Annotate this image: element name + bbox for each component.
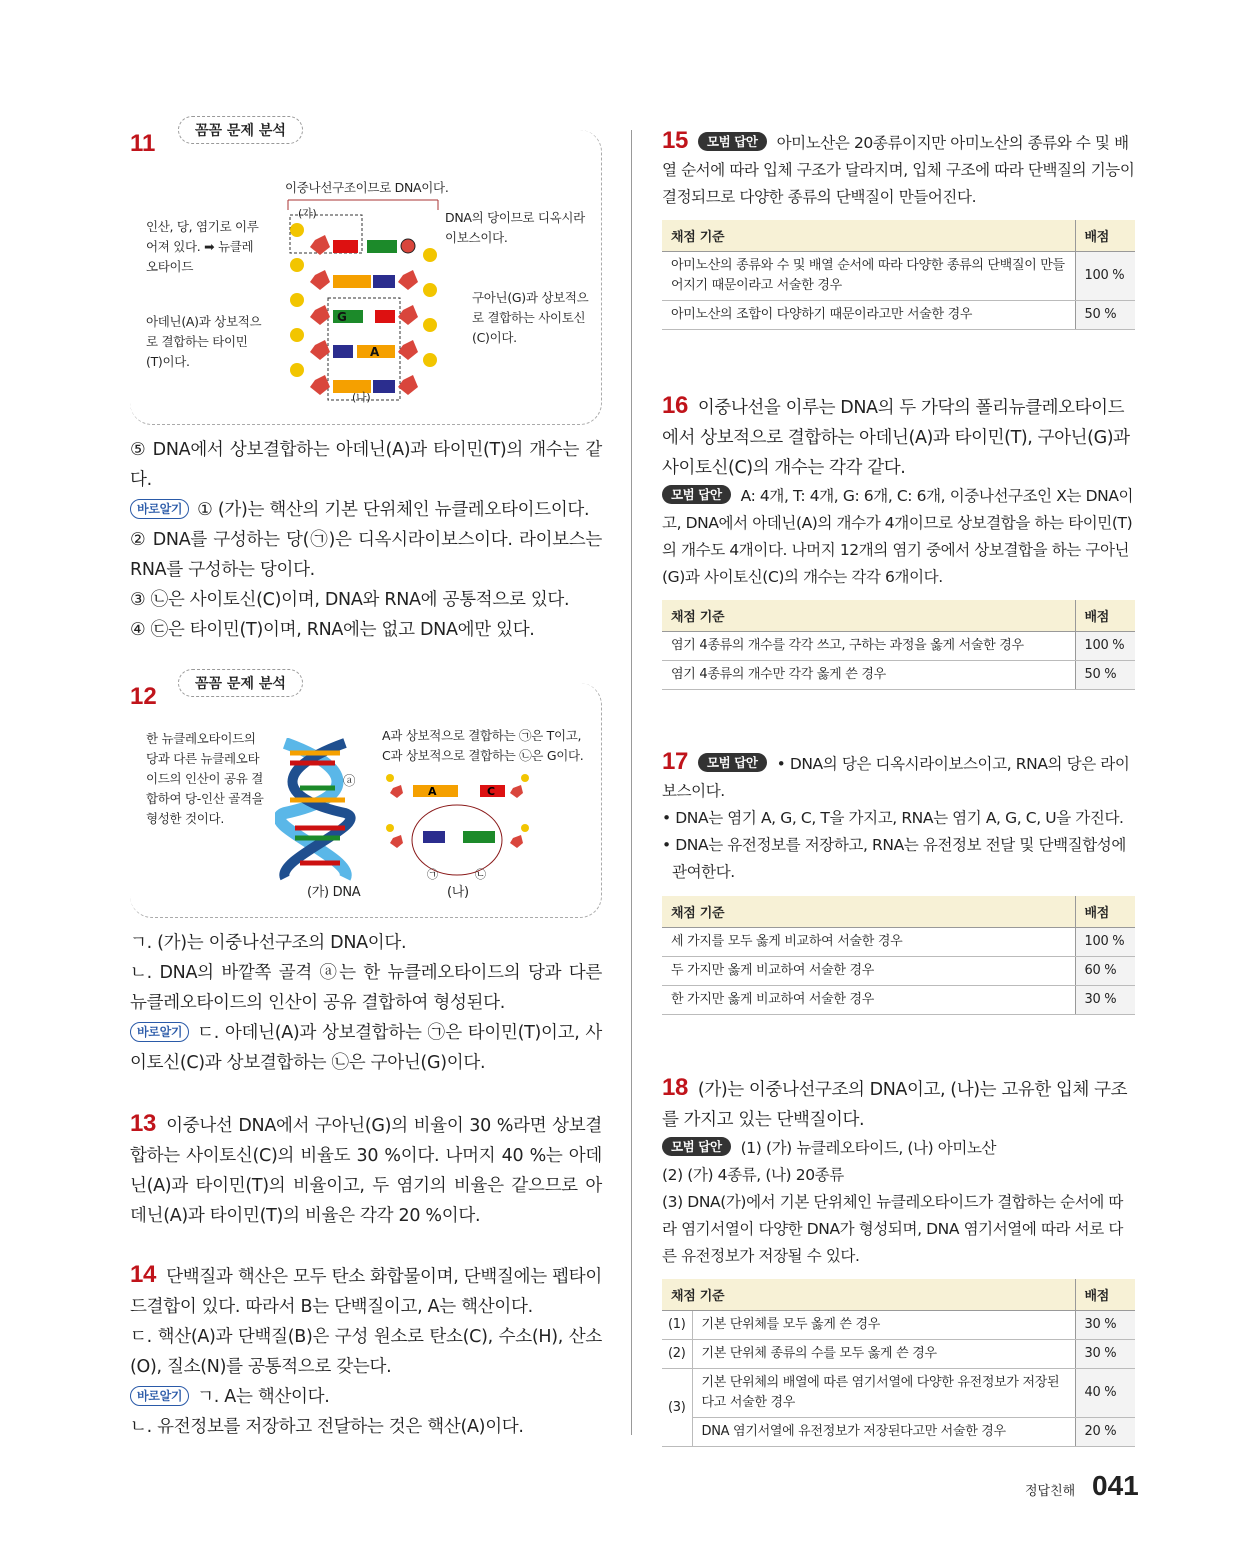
score: 30 % — [1075, 986, 1135, 1015]
table-row — [662, 986, 1135, 1015]
col-criteria: 채점 기준 — [662, 600, 1075, 632]
q11-analysis-box — [130, 123, 602, 425]
q16-number: 16 — [662, 392, 688, 419]
q11-right-label-2: 구아닌(G)과 상보적으로 결합하는 사이토신(C)이다. — [472, 290, 589, 345]
q12-explanation — [130, 928, 602, 1078]
q16 — [662, 391, 1135, 591]
model-answer-badge: 모범 답안 — [698, 753, 767, 772]
q12-left-label: 한 뉴클레오타이드의 당과 다른 뉴클레오타이드의 인산이 공유 결합하여 당-인산 골격을 형성한 것이다. — [146, 731, 264, 826]
col-score: 배점 — [1075, 220, 1135, 252]
table-row — [662, 1340, 1135, 1369]
model-answer-badge: 모범 답안 — [662, 485, 731, 504]
score: 30 % — [1075, 1340, 1135, 1369]
q12-mark-2: ㉡ — [475, 868, 486, 881]
q14-text: 단백질과 핵산은 모두 탄소 화합물이며, 단백질에는 펩타이드결합이 있다. 따라서 B는 단백질이고, A는 핵산이다. — [130, 1267, 602, 1317]
score: 50 % — [1075, 661, 1135, 690]
q12-line-1: ㄱ. (가)는 이중나선구조의 DNA이다. — [130, 933, 407, 953]
q11-top-label: 이중나선구조이므로 DNA이다. — [285, 180, 449, 195]
q12-caption-na: (나) — [447, 885, 469, 900]
q17-scoring-table — [662, 896, 1135, 1015]
q15 — [662, 127, 1135, 211]
col-criteria: 채점 기준 — [662, 896, 1075, 928]
svg-text:A: A — [428, 785, 437, 798]
q11-number: 11 — [130, 130, 156, 157]
correction-badge: 바로알기 — [130, 1022, 189, 1042]
criteria: 기본 단위체의 배열에 따른 염기서열에 다양한 유전정보가 저장된다고 서술한 경우 — [692, 1369, 1075, 1418]
item: (3) — [662, 1369, 692, 1447]
table-row — [662, 1418, 1135, 1447]
table-row — [662, 1311, 1135, 1340]
col-criteria: 채점 기준 — [662, 220, 1075, 252]
item: (2) — [662, 1340, 692, 1369]
col-score: 배점 — [1075, 600, 1135, 632]
q11-analysis-tag: 꼼꼼 문제 분석 — [178, 116, 303, 144]
q11-dna-diagram — [285, 195, 455, 405]
svg-text:C: C — [487, 785, 496, 798]
svg-text:G: G — [337, 310, 347, 324]
col-criteria: 채점 기준 — [662, 1279, 1075, 1311]
score: 100 % — [1075, 252, 1135, 301]
q14-line-2: ㄷ. 핵산(A)과 단백질(B)은 구성 원소로 탄소(C), 수소(H), 산소(O), 질소(N)를 공통적으로 갖는다. — [130, 1327, 602, 1377]
q16-text: 이중나선을 이루는 DNA의 두 가닥의 폴리뉴클레오타이드에서 상보적으로 결합하는 아데닌(A)과 타이민(T), 구아닌(G)과 사이토신(C)의 개수는 각각 같다. — [662, 398, 1130, 478]
score: 100 % — [1075, 928, 1135, 957]
col-score: 배점 — [1075, 896, 1135, 928]
table-row — [662, 661, 1135, 690]
criteria: 염기 4종류의 개수만 각각 옳게 쓴 경우 — [662, 661, 1075, 690]
page-number: 041 — [1092, 1470, 1139, 1501]
criteria: 기본 단위체를 모두 옳게 쓴 경우 — [692, 1311, 1075, 1340]
model-answer-badge: 모범 답안 — [698, 132, 767, 151]
q11-left-label-1: 인산, 당, 염기로 이루어져 있다. ➡ 뉴클레오타이드 — [146, 219, 259, 274]
column-divider — [631, 130, 632, 1435]
q11-line: ⑤ DNA에서 상보결합하는 아데닌(A)과 타이민(T)의 개수는 같다. — [130, 440, 602, 490]
criteria: 염기 4종류의 개수를 각각 쓰고, 구하는 과정을 옳게 서술한 경우 — [662, 632, 1075, 661]
correction-badge: 바로알기 — [130, 499, 189, 519]
q12-mark-1: ㉠ — [427, 868, 438, 881]
q11-correction-1: ① (가)는 핵산의 기본 단위체인 뉴클레오타이드이다. — [197, 500, 590, 520]
q12-analysis-tag: 꼼꼼 문제 분석 — [178, 669, 303, 697]
col-score: 배점 — [1075, 1279, 1135, 1311]
q14-line-3: ㄴ. 유전정보를 저장하고 전달하는 것은 핵산(A)이다. — [130, 1417, 524, 1437]
q18-number: 18 — [662, 1074, 688, 1101]
footer-section: 정답친해 — [1025, 1484, 1076, 1499]
q17-number: 17 — [662, 748, 688, 775]
q18 — [662, 1073, 1135, 1270]
q11-explanation — [130, 435, 602, 645]
criteria: 두 가지만 옳게 비교하여 서술한 경우 — [662, 957, 1075, 986]
q11-correction-3: ③ ㉡은 사이토신(C)이며, DNA와 RNA에 공통적으로 있다. — [130, 590, 570, 610]
q11-label-ga: (가) — [298, 207, 317, 220]
q18-text: (가)는 이중나선구조의 DNA이고, (나)는 고유한 입체 구조를 가지고 있는 단백질이다. — [662, 1080, 1128, 1130]
nucleotide-rungs — [290, 223, 437, 395]
q17 — [662, 748, 1135, 886]
q11-right-label-1: DNA의 당이므로 디옥시라이보스이다. — [445, 210, 585, 245]
model-answer-badge: 모범 답안 — [662, 1137, 731, 1156]
q16-scoring-table — [662, 600, 1135, 690]
table-row — [662, 1369, 1135, 1418]
correction-badge: 바로알기 — [130, 1386, 189, 1406]
q14 — [130, 1260, 602, 1442]
q12-line-2: ㄴ. DNA의 바깥쪽 골격 ⓐ는 한 뉴클레오타이드의 당과 다른 뉴클레오타이드의 인산이 공유 결합하여 형성된다. — [130, 963, 602, 1013]
svg-text:A: A — [370, 345, 380, 359]
q11-correction-2: ② DNA를 구성하는 당(㉠)은 디옥시라이보스이다. 라이보스는 RNA를 구성하는 당이다. — [130, 530, 602, 580]
q18-answer-1: (1) (가) 뉴클레오타이드, (나) 아미노산 — [740, 1139, 997, 1157]
table-row — [662, 928, 1135, 957]
q12-caption-ga: (가) DNA — [307, 885, 361, 900]
q14-number: 14 — [130, 1261, 157, 1288]
q12-right-label: A과 상보적으로 결합하는 ㉠은 T이고, C과 상보적으로 결합하는 ㉡은 G이다. — [382, 728, 584, 763]
q18-answer-2: (2) (가) 4종류, (나) 20종류 — [662, 1166, 844, 1184]
q11-label-na: (나) — [352, 391, 371, 404]
score: 30 % — [1075, 1311, 1135, 1340]
q16-answer: A: 4개, T: 4개, G: 6개, C: 6개, 이중나선구조인 X는 DNA이고, DNA에서 아데닌(A)의 개수가 4개이므로 상보결합을 하는 타이민(T)의 개수도 4개이다. 나머지 12개의 염기 중에서 상보결합을 하는 구아닌(G)과 사이토신(C)의 개수는 각각 6개이다. — [662, 487, 1134, 586]
q14-correction: ㄱ. A는 핵산이다. — [197, 1387, 330, 1407]
q18-scoring-table — [662, 1279, 1135, 1447]
item: (1) — [662, 1311, 692, 1340]
q15-text: 아미노산은 20종류이지만 아미노산의 종류와 수 및 배열 순서에 따라 입체 구조가 달라지며, 입체 구조에 따라 단백질의 기능이 결정되므로 다양한 종류의 단백질이 만들어진다. — [662, 134, 1135, 206]
q15-number: 15 — [662, 127, 688, 154]
q11-left-label-2: 아데닌(A)과 상보적으로 결합하는 타이민(T)이다. — [146, 314, 262, 369]
table-row — [662, 252, 1135, 301]
q17-bullet-1: • DNA의 당은 디옥시라이보스이고, RNA의 당은 라이보스이다. — [662, 755, 1130, 800]
criteria: 세 가지를 모두 옳게 비교하여 서술한 경우 — [662, 928, 1075, 957]
criteria: 한 가지만 옳게 비교하여 서술한 경우 — [662, 986, 1075, 1015]
q15-scoring-table — [662, 220, 1135, 330]
q12-analysis-box — [130, 676, 602, 918]
q13-text: 이중나선 DNA에서 구아닌(G)의 비율이 30 %라면 상보결합하는 사이토신(C)의 비율도 30 %이다. 나머지 40 %는 아데닌(A)과 타이민(T)의 비율이고, 두 염기의 비율은 같으므로 아데닌(A)과 타이민(T)의 비율은 각각 20 %이다. — [130, 1116, 602, 1226]
q18-answer-3: (3) DNA(가)에서 기본 단위체인 뉴클레오타이드가 결합하는 순서에 따라 염기서열이 다양한 DNA가 형성되며, DNA 염기서열에 따라 서로 다른 유전정보가 저장될 수 있다. — [662, 1193, 1123, 1265]
q13 — [130, 1109, 602, 1231]
table-row — [662, 632, 1135, 661]
criteria: 아미노산의 조합이 다양하기 때문이라고만 서술한 경우 — [662, 301, 1075, 330]
table-row — [662, 957, 1135, 986]
q12-mark-a: ⓐ — [343, 773, 356, 788]
q12-correction: ㄷ. 아데닌(A)과 상보결합하는 ㉠은 타이민(T)이고, 사이토신(C)과 상보결합하는 ㉡은 구아닌(G)이다. — [130, 1023, 602, 1073]
score: 20 % — [1075, 1418, 1135, 1447]
q17-bullet-2: • DNA는 염기 A, G, C, T을 가지고, RNA는 염기 A, G, C, U을 가진다. — [662, 809, 1124, 827]
criteria: 기본 단위체 종류의 수를 모두 옳게 쓴 경우 — [692, 1340, 1075, 1369]
q17-bullet-3: • DNA는 유전정보를 저장하고, RNA는 유전정보 전달 및 단백질합성에 관여한다. — [662, 836, 1126, 881]
q11-correction-4: ④ ㉢은 타이민(T)이며, RNA에는 없고 DNA에만 있다. — [130, 620, 535, 640]
score: 50 % — [1075, 301, 1135, 330]
table-row — [662, 301, 1135, 330]
score: 60 % — [1075, 957, 1135, 986]
q12-number: 12 — [130, 683, 157, 710]
criteria: 아미노산의 종류와 수 및 배열 순서에 따라 다양한 종류의 단백질이 만들어지기 때문이라고 서술한 경우 — [662, 252, 1075, 301]
q13-number: 13 — [130, 1110, 157, 1137]
criteria: DNA 염기서열에 유전정보가 저장된다고만 서술한 경우 — [692, 1418, 1075, 1447]
score: 100 % — [1075, 632, 1135, 661]
dna-helix-icon — [275, 738, 365, 883]
q12-nucleotide-pair-diagram — [385, 773, 530, 883]
score: 40 % — [1075, 1369, 1135, 1418]
